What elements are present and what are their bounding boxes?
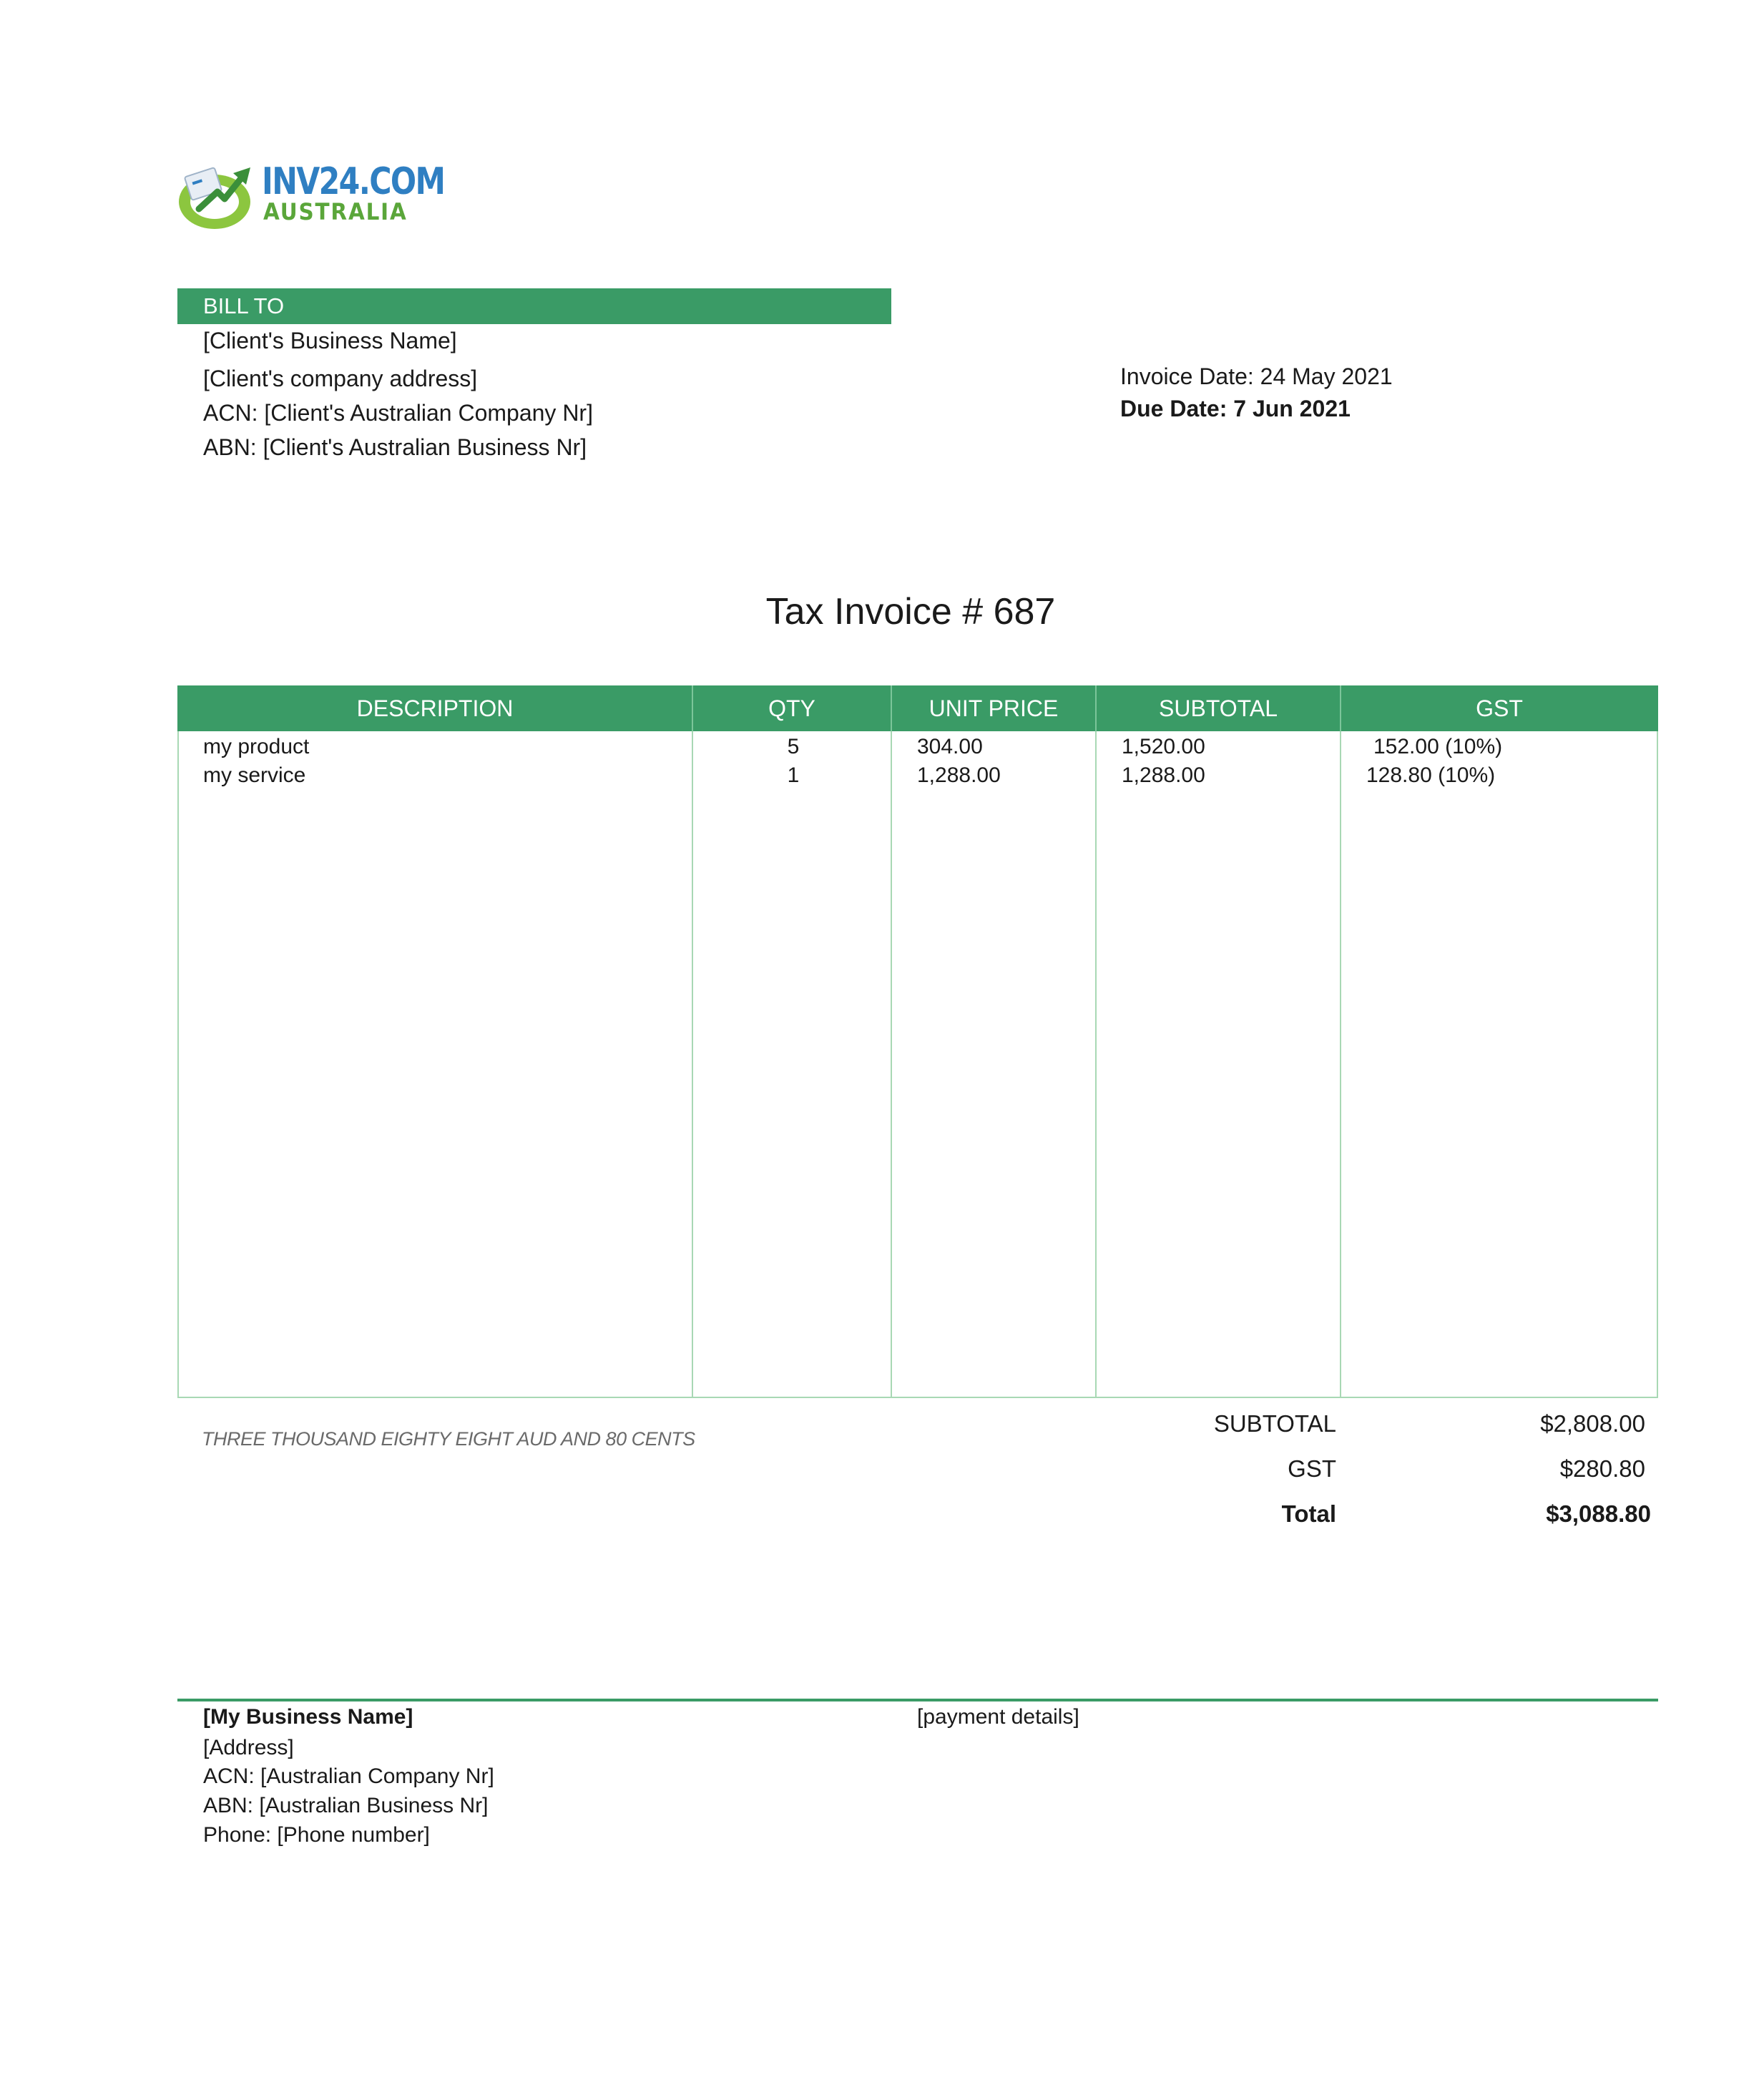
footer-divider (177, 1699, 1658, 1701)
header-gst: GST (1476, 695, 1523, 721)
header-qty: QTY (768, 695, 815, 721)
my-business-name: [My Business Name] (203, 1705, 413, 1729)
invoice-title: Tax Invoice # 687 (765, 591, 1056, 633)
subtotal-value: $2,808.00 (1540, 1410, 1645, 1437)
header-divider (891, 685, 892, 731)
header-unit-price: UNIT PRICE (928, 695, 1059, 721)
invoice-date: Invoice Date: 24 May 2021 (1120, 363, 1393, 389)
table-header (177, 685, 1658, 731)
invoice-arrow-logo-icon (177, 159, 256, 230)
my-phone: Phone: [Phone number] (203, 1823, 430, 1847)
client-company-address: [Client's company address] (203, 366, 478, 391)
gst-value: $280.80 (1559, 1455, 1645, 1482)
header-divider (692, 685, 693, 731)
column-divider (1340, 731, 1341, 1397)
header-divider (1340, 685, 1341, 731)
my-acn: ACN: [Australian Company Nr] (203, 1764, 494, 1788)
column-divider (891, 731, 892, 1397)
row-subtotal: 1,520.00 (1122, 735, 1205, 758)
column-divider (692, 731, 693, 1397)
due-date: Due Date: 7 Jun 2021 (1120, 396, 1351, 421)
subtotal-label: SUBTOTAL (1213, 1410, 1336, 1437)
row-unit-price: 1,288.00 (917, 763, 1001, 787)
row-description: my product (203, 735, 310, 758)
logo-title: INV24.COM (262, 160, 445, 203)
row-subtotal: 1,288.00 (1122, 763, 1205, 787)
amount-in-words: THREE THOUSAND EIGHTY EIGHT AUD AND 80 CENTS (202, 1428, 695, 1450)
row-gst: 152.00 (10%) (1373, 735, 1503, 758)
header-divider (1095, 685, 1097, 731)
gst-label: GST (1288, 1455, 1336, 1482)
logo-subtitle: AUSTRALIA (263, 198, 408, 225)
my-abn: ABN: [Australian Business Nr] (203, 1794, 489, 1817)
client-acn: ACN: [Client's Australian Company Nr] (203, 400, 593, 426)
payment-details: [payment details] (917, 1705, 1079, 1729)
total-value: $3,088.80 (1546, 1500, 1651, 1527)
header-subtotal: SUBTOTAL (1159, 695, 1278, 721)
client-abn: ABN: [Client's Australian Business Nr] (203, 434, 587, 460)
client-business-name: [Client's Business Name] (203, 328, 457, 353)
row-unit-price: 304.00 (917, 735, 983, 758)
header-description: DESCRIPTION (356, 695, 514, 721)
row-qty: 1 (787, 763, 800, 787)
row-gst: 128.80 (10%) (1366, 763, 1496, 787)
row-qty: 5 (787, 735, 800, 758)
total-label: Total (1281, 1500, 1336, 1527)
items-table (177, 685, 1658, 1398)
column-divider (1095, 731, 1097, 1397)
row-description: my service (203, 763, 306, 787)
my-address: [Address] (203, 1736, 294, 1759)
bill-to-header: BILL TO (177, 288, 891, 324)
company-logo (177, 159, 445, 230)
